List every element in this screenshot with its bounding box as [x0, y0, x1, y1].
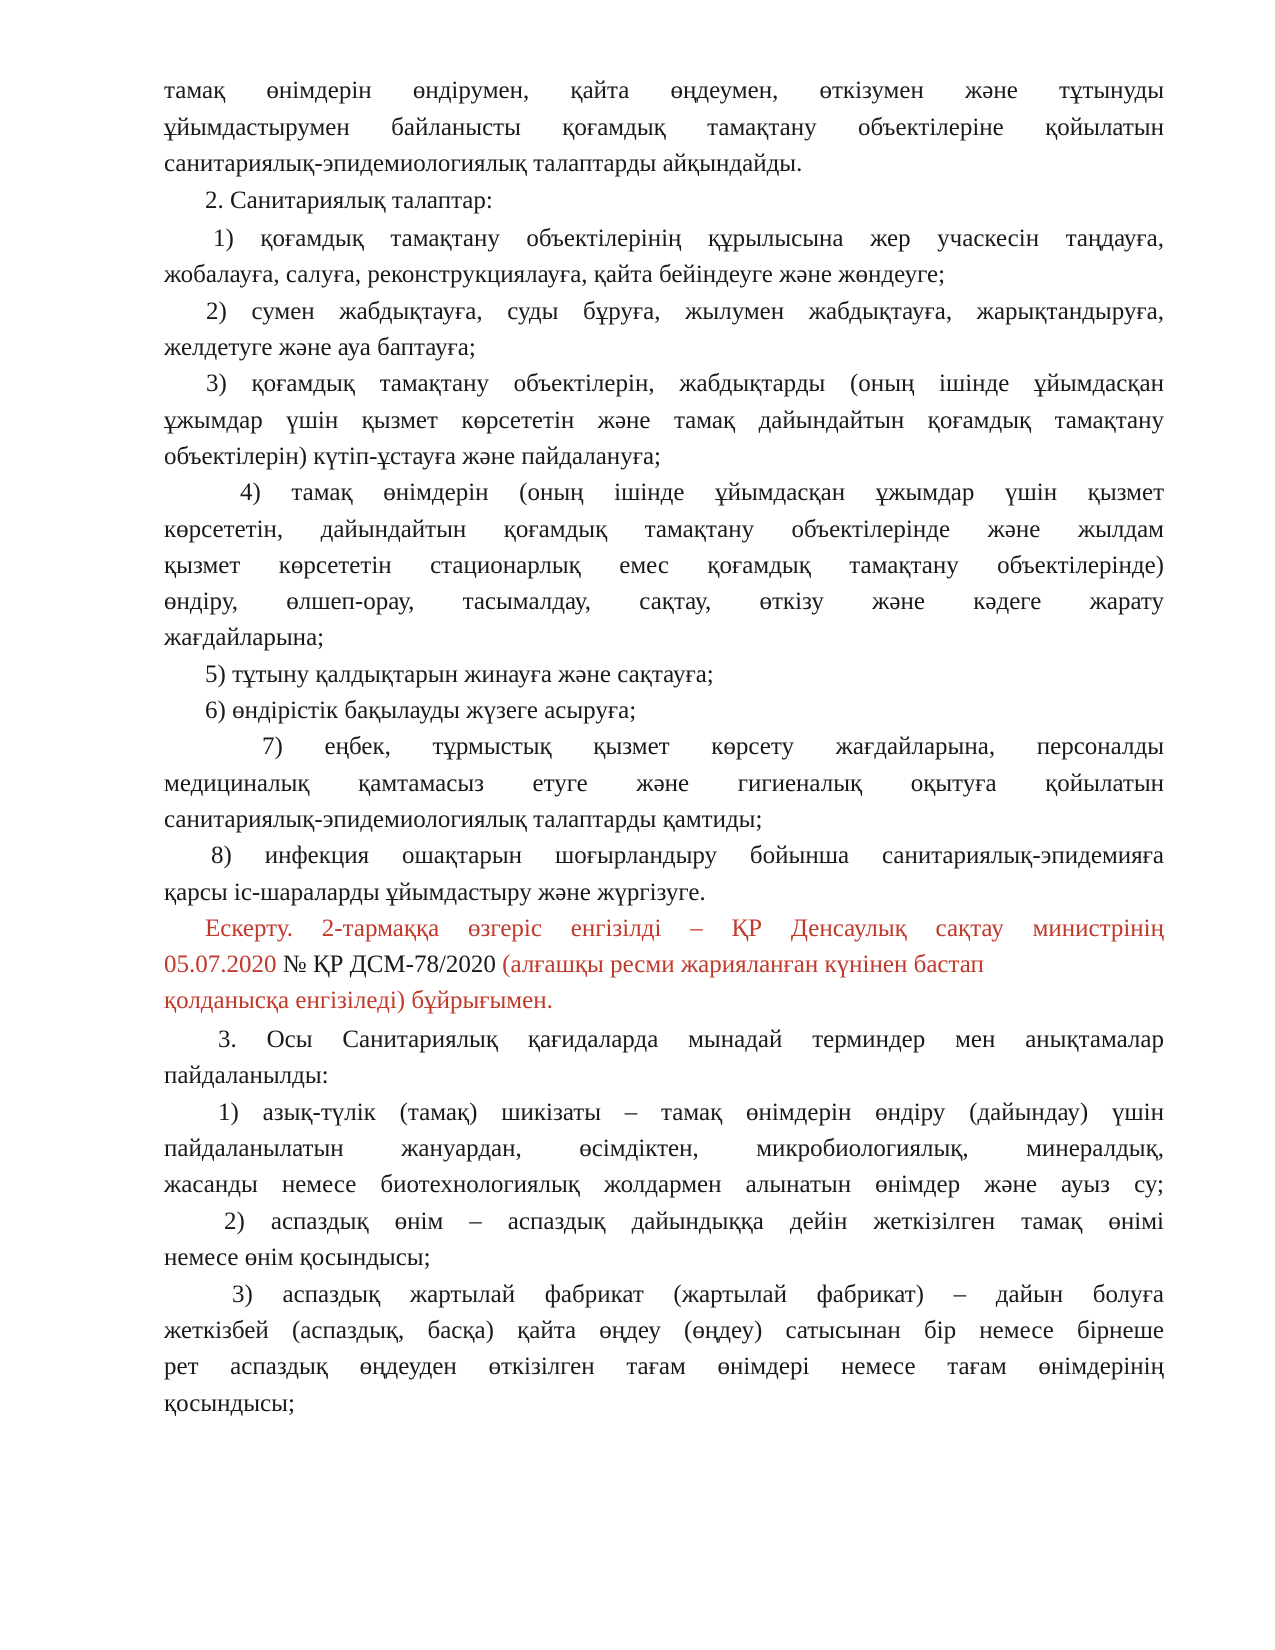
text-line: рет аспаздық өңдеуден өткізілген тағам өнімдері немесе тағам өнімдерінің — [164, 1353, 1164, 1380]
text-line: пайдаланылатын жануардан, өсімдіктен, микробиологиялық, минералдық, — [164, 1135, 1164, 1162]
text-line: қызмет көрсететін стационарлық емес қоғамдық тамақтану объектілерінде) — [164, 552, 1164, 579]
text-line: жасанды немесе биотехнологиялық жолдармен алынатын өнімдер және ауыз су; — [164, 1171, 1164, 1198]
text-line: ұйымдастырумен байланысты қоғамдық тамақтану объектілеріне қойылатын — [164, 114, 1164, 141]
section-heading: 3. Осы Санитариялық қағидаларда мынадай терминдер мен анықтамалар — [218, 1026, 1164, 1053]
amendment-note-line: қолданысқа енгізіледі) бұйрығымен. — [164, 987, 553, 1014]
text-line: немесе өнім қосындысы; — [164, 1244, 431, 1271]
list-item: 2) аспаздық өнім – аспаздық дайындыққа дейін жеткізілген тамақ өнімі — [224, 1208, 1164, 1235]
amendment-note: Ескерту. 2-тармаққа өзгеріс енгізілді – ҚР Денсаулық сақтау министрінің — [205, 915, 1164, 942]
amendment-note-line — [164, 947, 1164, 983]
list-item: 6) өндірістік бақылауды жүзеге асыруға; — [205, 697, 637, 724]
text-line: желдетуге және ауа баптауға; — [164, 334, 476, 361]
list-item: 4) тамақ өнімдерін (оның ішінде ұйымдасқан ұжымдар үшін қызмет — [240, 479, 1164, 506]
text-line: көрсететін, дайындайтын қоғамдық тамақтану объектілерінде және жылдам — [164, 516, 1164, 543]
text-line: ұжымдар үшін қызмет көрсететін және тамақ дайындайтын қоғамдық тамақтану — [164, 407, 1164, 434]
text-line: объектілерін) күтіп-ұстауға және пайдалануға; — [164, 443, 661, 470]
order-number: № ҚР ДСМ-78/2020 — [276, 951, 503, 978]
text-line: тамақ өнімдерін өндірумен, қайта өңдеумен, өткізумен және тұтынуды — [164, 77, 1164, 104]
text-line: жағдайларына; — [164, 624, 325, 651]
text-line: өндіру, өлшеп-орау, тасымалдау, сақтау, өткізу және кәдеге жарату — [164, 588, 1164, 615]
order-date-link[interactable]: 05.07.2020 — [164, 951, 277, 978]
list-item: 5) тұтыну қалдықтарын жинауға және сақтауға; — [205, 661, 714, 688]
list-item: 7) еңбек, тұрмыстық қызмет көрсету жағдайларына, персоналды — [262, 733, 1164, 760]
text-line: санитариялық-эпидемиологиялық талаптарды айқындайды. — [164, 150, 803, 177]
list-item: 8) инфекция ошақтарын шоғырландыру бойынша санитариялық-эпидемияға — [211, 842, 1164, 869]
text-line: қосындысы; — [164, 1390, 295, 1417]
list-item: 2) сумен жабдықтауға, суды бұруға, жылумен жабдықтауға, жарықтандыруға, — [206, 298, 1164, 325]
text-line: жобалауға, салуға, реконструкциялауға, қайта бейіндеуге және жөндеуге; — [164, 261, 946, 288]
text-line: пайдаланылды: — [164, 1062, 329, 1089]
text-line: қарсы іс-шараларды ұйымдастыру және жүргізуге. — [164, 879, 706, 906]
list-item: 1) қоғамдық тамақтану объектілерінің құрылысына жер учаскесін таңдауға, — [213, 225, 1164, 252]
list-item: 3) қоғамдық тамақтану объектілерін, жабдықтарды (оның ішінде ұйымдасқан — [206, 370, 1164, 397]
text-line: жеткізбей (аспаздық, басқа) қайта өңдеу (өңдеу) сатысынан бір немесе бірнеше — [164, 1317, 1164, 1344]
amendment-note-text: (алғашқы ресми жарияланған күнінен бастап — [502, 951, 984, 978]
list-item: 1) азық-түлік (тамақ) шикізаты – тамақ өнімдерін өндіру (дайындау) үшін — [218, 1099, 1164, 1126]
text-line: медициналық қамтамасыз етуге және гигиеналық оқытуға қойылатын — [164, 770, 1164, 797]
section-heading: 2. Санитариялық талаптар: — [205, 187, 493, 214]
text-line: санитариялық-эпидемиологиялық талаптарды қамтиды; — [164, 806, 763, 833]
list-item: 3) аспаздық жартылай фабрикат (жартылай фабрикат) – дайын болуға — [232, 1281, 1164, 1308]
